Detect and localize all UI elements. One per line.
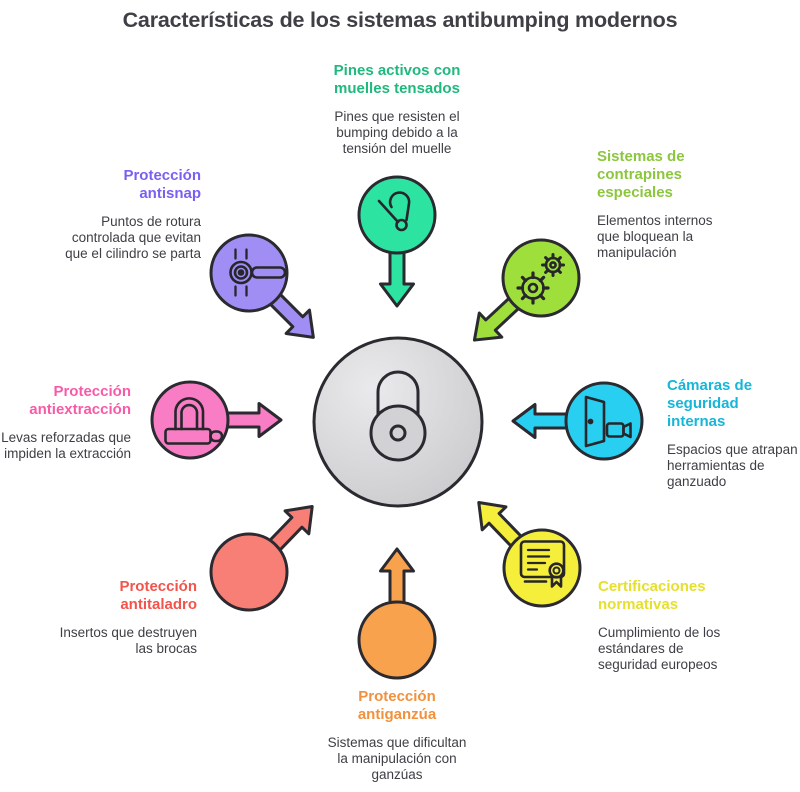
item-circle-bottom — [359, 602, 435, 678]
item-description: Pines que resisten el bumping debido a la tensión del muelle — [334, 109, 460, 157]
item-description: Cumplimiento de los estándares de seguridad europeos — [598, 625, 721, 673]
item-antisnap — [55, 167, 201, 263]
item-description: Levas reforzadas que impiden la extracción — [1, 430, 131, 462]
item-heading: Certificaciones normativas — [598, 578, 706, 613]
item-description: Espacios que atrapan herramientas de ganzuado — [667, 442, 798, 490]
item-circle-bottom-left — [211, 534, 287, 610]
item-antiextraccion — [0, 383, 131, 462]
item-circle-top — [359, 177, 435, 253]
item-circle-top-left — [211, 235, 287, 311]
item-description: Sistemas que dificultan la manipulación con ganzúas — [327, 735, 467, 783]
item-contrapines — [597, 148, 722, 262]
item-heading: Protección antitaladro — [119, 578, 197, 613]
item-camaras-seguridad — [667, 377, 800, 491]
item-heading: Pines activos con muelles tensados — [333, 62, 461, 97]
item-heading: Protección antiganzúa — [357, 688, 437, 723]
item-certificaciones — [598, 578, 731, 674]
item-antitaladro — [47, 578, 197, 657]
center-hub — [314, 338, 482, 506]
item-description: Insertos que destruyen las brocas — [59, 625, 197, 657]
item-antiganzua — [321, 688, 473, 784]
item-pines-activos — [321, 62, 473, 158]
item-heading: Protección antisnap — [123, 167, 201, 202]
item-heading: Cámaras de seguridad internas — [667, 377, 753, 430]
item-heading: Protección antiextracción — [29, 383, 131, 418]
page-title: Características de los sistemas antibumping modernos — [122, 8, 678, 32]
item-description: Puntos de rotura controlada que evitan que el cilindro se parta — [65, 214, 201, 262]
item-heading: Sistemas de contrapines especiales — [597, 148, 685, 201]
item-description: Elementos internos que bloquean la manipulación — [597, 213, 713, 261]
item-circle-left — [152, 382, 228, 458]
